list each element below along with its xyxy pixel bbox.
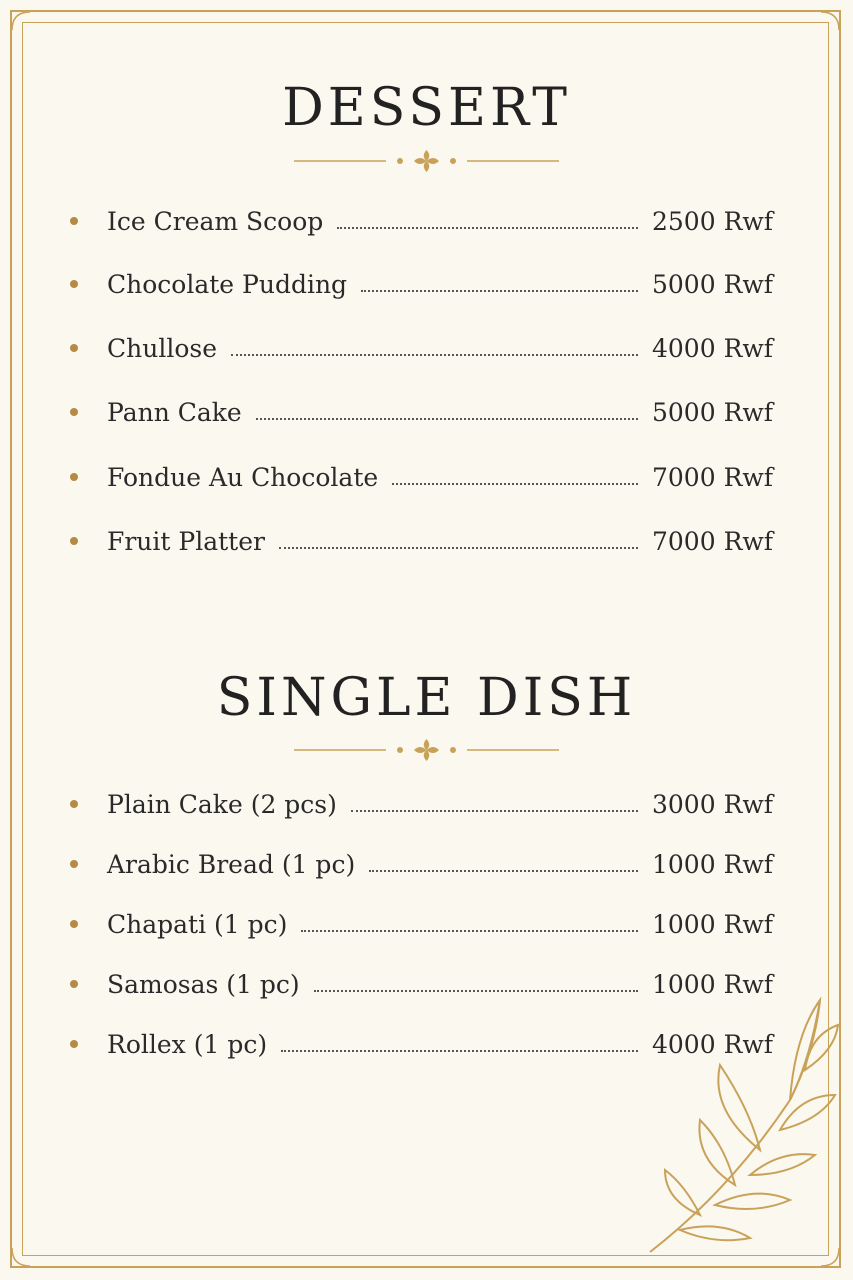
- item-price: 1000 Rwf: [652, 969, 774, 999]
- corner-ornament-icon: [819, 10, 841, 32]
- item-name: Fondue Au Chocolate: [107, 462, 379, 492]
- bullet-icon: [70, 1040, 78, 1048]
- dotted-leader: [392, 483, 638, 485]
- dotted-leader: [231, 354, 638, 356]
- item-price: 4000 Rwf: [652, 333, 774, 363]
- item-name: Ice Cream Scoop: [107, 206, 324, 236]
- item-name: Samosas (1 pc): [107, 969, 300, 999]
- bullet-icon: [70, 920, 78, 928]
- bullet-icon: [70, 537, 78, 545]
- item-price: 3000 Rwf: [652, 789, 774, 819]
- item-price: 1000 Rwf: [652, 849, 774, 879]
- section-title-dessert: DESSERT: [282, 78, 571, 138]
- dotted-leader: [361, 290, 638, 292]
- dotted-leader: [314, 990, 638, 992]
- item-name: Chullose: [107, 333, 217, 363]
- item-price: 4000 Rwf: [652, 1029, 774, 1059]
- fleur-divider-icon: [286, 146, 567, 176]
- dotted-leader: [281, 1050, 638, 1052]
- list-item: [70, 521, 774, 561]
- item-name: Chocolate Pudding: [107, 269, 348, 299]
- dotted-leader: [279, 547, 638, 549]
- item-price: 7000 Rwf: [652, 526, 774, 556]
- list-item: [70, 264, 774, 304]
- item-price: 1000 Rwf: [652, 909, 774, 939]
- item-name: Pann Cake: [107, 397, 242, 427]
- item-name: Rollex (1 pc): [107, 1029, 268, 1059]
- dotted-leader: [369, 870, 638, 872]
- bullet-icon: [70, 980, 78, 988]
- list-item: [70, 457, 774, 497]
- item-price: 2500 Rwf: [652, 206, 774, 236]
- list-item: [70, 904, 774, 944]
- list-item: [70, 392, 774, 432]
- item-name: Chapati (1 pc): [107, 909, 288, 939]
- bullet-icon: [70, 473, 78, 481]
- leaf-branch-icon: [640, 990, 840, 1260]
- dotted-leader: [301, 930, 638, 932]
- list-item: [70, 201, 774, 241]
- item-price: 7000 Rwf: [652, 462, 774, 492]
- item-price: 5000 Rwf: [652, 269, 774, 299]
- bullet-icon: [70, 800, 78, 808]
- bullet-icon: [70, 408, 78, 416]
- dotted-leader: [256, 418, 638, 420]
- section-title-single-dish: SINGLE DISH: [216, 668, 637, 728]
- dotted-leader: [337, 227, 638, 229]
- bullet-icon: [70, 860, 78, 868]
- bullet-icon: [70, 217, 78, 225]
- dotted-leader: [351, 810, 638, 812]
- corner-ornament-icon: [10, 10, 32, 32]
- item-price: 5000 Rwf: [652, 397, 774, 427]
- item-name: Plain Cake (2 pcs): [107, 789, 337, 819]
- list-item: [70, 784, 774, 824]
- item-name: Arabic Bread (1 pc): [107, 849, 356, 879]
- bullet-icon: [70, 280, 78, 288]
- list-item: [70, 328, 774, 368]
- bullet-icon: [70, 344, 78, 352]
- list-item: [70, 844, 774, 884]
- fleur-divider-icon: [286, 735, 567, 765]
- corner-ornament-icon: [10, 1246, 32, 1268]
- item-name: Fruit Platter: [107, 526, 265, 556]
